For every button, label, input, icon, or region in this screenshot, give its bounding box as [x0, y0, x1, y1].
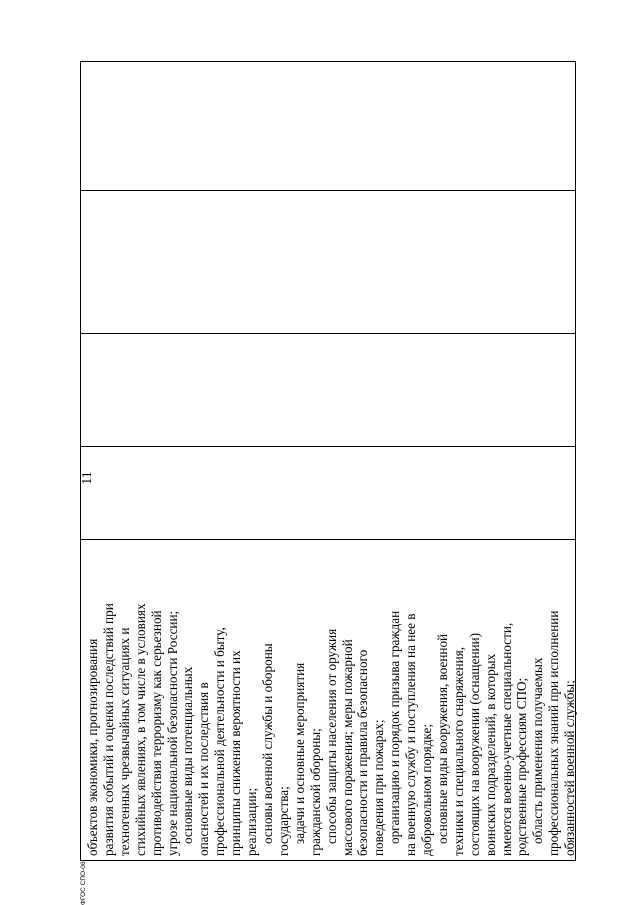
text-line: воинских подразделений, в которых [482, 653, 498, 856]
table-column-empty-3 [81, 190, 575, 333]
table-column-empty-1 [81, 446, 575, 539]
table-column-empty-2 [81, 333, 575, 446]
table-column-knowledge [81, 539, 578, 860]
text-line: обязанностей военной службы; [562, 680, 578, 856]
text-line: имеются военно-учетные специальности, [498, 622, 514, 856]
text-line: профессиональной деятельности и быту, [212, 627, 228, 856]
text-line: область применения получаемых [530, 657, 546, 844]
text-line: развития событий и оценки последствий при [100, 603, 116, 856]
text-line: способы защиты населения от оружия [323, 628, 339, 844]
text-line: реализации; [244, 787, 260, 856]
text-line: государства; [275, 786, 291, 856]
text-line: техники и специального снаряжения, [450, 646, 466, 856]
competency-table [80, 61, 576, 861]
text-line: основные виды вооружения, военной [434, 633, 450, 844]
text-line: стихийных явлениях, в том числе в условиях [132, 603, 148, 856]
text-line: безопасности и правила безопасного [355, 649, 371, 856]
text-line: угрозе национальной безопасности России; [164, 610, 180, 856]
text-line: основные виды потенциальных [180, 666, 196, 844]
text-line: техногенных чрезвычайных ситуациях и [116, 627, 132, 856]
rotated-page [80, 61, 576, 905]
text-line: родственные профессиям СПО; [514, 677, 530, 856]
knowledge-list [85, 544, 578, 856]
text-line: задачи и основные мероприятия [291, 662, 307, 844]
page-number: 11 [80, 471, 95, 485]
text-line: профессиональных знаний при исполнении [546, 610, 562, 856]
text-line: принципы снижения вероятности их [228, 650, 244, 856]
text-line: поведения при пожарах; [371, 719, 387, 856]
text-line: массового поражения; меры пожарной [339, 639, 355, 856]
table-column-empty-4 [81, 62, 575, 190]
text-line: противодействия терроризму как серьезной [148, 610, 164, 856]
text-line: добровольном порядке; [419, 723, 435, 856]
text-line: организацию и порядок призыва граждан [387, 610, 403, 844]
text-line: опасностей и их последствия в [196, 682, 212, 856]
text-line: состоящих на вооружении (оснащении) [466, 632, 482, 856]
text-line: основы военной службы и обороны [259, 643, 275, 844]
text-line: на военную службу и поступления на нее в [403, 613, 419, 856]
text-line: гражданской обороны; [307, 728, 323, 856]
text-line: объектов экономики, прогнозирования [85, 638, 100, 856]
footer-code: ФГОС СПО-06 [80, 861, 87, 905]
